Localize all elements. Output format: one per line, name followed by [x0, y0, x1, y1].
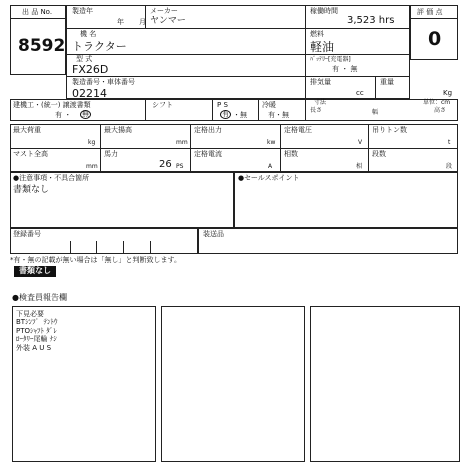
width-label: 幅 [372, 109, 379, 116]
sales-point-label: ●セールスポイント [238, 174, 300, 182]
accessory-box [198, 228, 458, 254]
stages-unit: 段 [446, 163, 453, 170]
score-value: 0 [428, 28, 442, 50]
displacement-label: 排気量 [310, 78, 331, 86]
cab-yes: 有 ・ [55, 111, 72, 119]
ps-label: P S [217, 101, 228, 109]
footnote: *有・無の記載が無い場合は「無し」と判断致します。 [10, 256, 181, 264]
dim-unit: 単位：cm [423, 99, 451, 106]
cooler-value: 有・無 [268, 111, 289, 119]
cab-no-circled: 無 [82, 110, 89, 118]
max-load-label: 最大荷重 [13, 126, 41, 134]
hours-label: 稼働時間 [310, 7, 338, 15]
hours-value: 3,523 hrs [347, 15, 395, 26]
stages-label: 段数 [372, 150, 386, 158]
maker-label: メーカー [150, 7, 178, 15]
max-width-label: 最大揚高 [104, 126, 132, 134]
accessory-label: 装送品 [203, 230, 224, 238]
mast-unit: mm [86, 163, 98, 170]
inspector-report-middle [161, 306, 305, 462]
inspector-report-text: 下見必要 BTｼﾝﾌﾟ ﾃﾝﾄｳ PTOｼｬﾌﾄ ﾀﾞﾚ ﾛｰﾀﾘｰ尾輪 ﾅｼ 外装 A U S [16, 310, 58, 352]
displacement-unit: cc [356, 89, 364, 97]
lot-number: 8592 [18, 36, 66, 56]
rated-current-label: 定格電流 [194, 150, 222, 158]
power-label: 馬力 [104, 150, 118, 158]
rated-voltage-unit: V [358, 139, 363, 146]
rated-output-label: 定格出力 [194, 126, 222, 134]
name-label: 機 名 [80, 30, 97, 38]
phase-unit: 相 [356, 163, 363, 170]
dim-label: 寸法 [314, 99, 327, 106]
battery-label: ﾊﾞｯﾃﾘｰ[充電器] [310, 56, 351, 63]
fuel-label: 燃料 [310, 30, 324, 38]
battery-value: 有 ・ 無 [332, 65, 358, 73]
inspector-report-right [310, 306, 460, 462]
serial-label: 製造番号・車体番号 [72, 78, 135, 86]
ps-yes-circled: 有 [222, 110, 229, 118]
name-value: トラクター [72, 40, 127, 53]
mast-label: マスト全高 [13, 150, 48, 158]
documents-none-badge: 書類なし [14, 266, 56, 277]
inspector-title: ●検査員報告欄 [12, 293, 67, 302]
caution-value: 書類なし [13, 185, 50, 195]
rated-output-unit: kw [267, 139, 276, 146]
lift-ton-unit: t [448, 139, 451, 146]
cooler-label: 冷暖 [262, 101, 276, 109]
rated-voltage-label: 定格電圧 [284, 126, 312, 134]
weight-label: 重量 [380, 78, 394, 86]
score-label: 評 価 点 [417, 8, 443, 16]
phase-label: 相数 [284, 150, 298, 158]
year-label: 製造年 [72, 7, 93, 15]
model-value: FX26D [72, 63, 109, 76]
length-label: 長さ [310, 107, 323, 114]
serial-value: 02214 [72, 87, 107, 100]
caution-label: ●注意事項・不具合箇所 [13, 174, 90, 182]
max-width-unit: mm [176, 139, 188, 146]
rated-current-unit: A [268, 163, 273, 170]
registration-label: 登録番号 [13, 230, 41, 238]
model-label: 型 式 [76, 55, 93, 63]
shift-label: シフト [152, 101, 173, 109]
height-label: 高さ [434, 107, 447, 114]
ps-no: ・無 [233, 111, 247, 119]
power-unit: PS [176, 163, 184, 170]
power-value: 26 [159, 159, 172, 170]
month-unit: 月 [139, 18, 146, 26]
cab-label: 建機工・(統一) 譲渡書類 [13, 101, 91, 109]
year-unit: 年 [117, 18, 124, 26]
lift-ton-label: 吊りトン数 [372, 126, 407, 134]
lot-label: 出 品 No. [22, 8, 53, 16]
maker-value: ヤンマー [150, 16, 186, 26]
max-load-unit: kg [88, 139, 96, 146]
fuel-value: 軽油 [310, 40, 335, 54]
weight-unit: Kg [443, 89, 453, 97]
